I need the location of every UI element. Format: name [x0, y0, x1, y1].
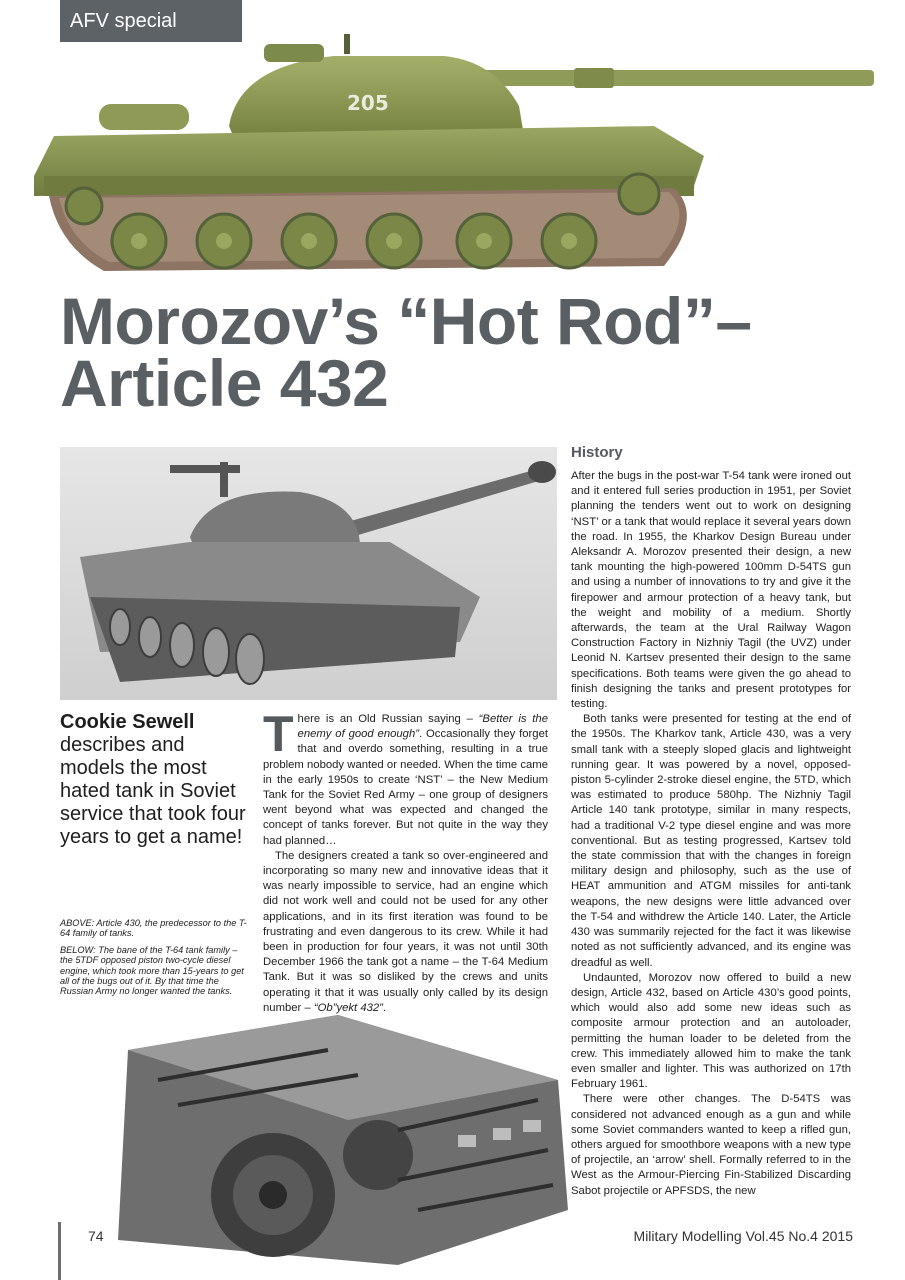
- history-heading: History: [571, 444, 623, 461]
- footer-rule: [58, 1222, 61, 1280]
- intro-quote: “Better is the enemy of good enough”: [297, 713, 548, 741]
- intro-text: here is an Old Russian saying –: [297, 713, 479, 725]
- history-paragraph: After the bugs in the post-war T-54 tank were ironed out and it entered full series production in 1951, per Soviet planning the tenders went out to work on designing ‘NST’ or a tank that would replace it several years down the road. In 1955, the Kharkov Design Bureau under Aleksandr A. Morozov presented their design, a new tank mounting the high-powered 100mm D-54TS gun and using a number of innovations to try and give it the firepower and armour protection of a heavy tank, but the weight and mobility of a medium. Shortly afterwards, the team at the Ural Railway Wagon Construction Factory in Nizhniy Tagil (the UVZ) under Leonid N. Kartsev presented their design to the same specifications. Both teams were given the go ahead to finish designing the tanks and present prototypes for testing.: [571, 470, 851, 711]
- hero-tank-photo: [14, 26, 894, 288]
- history-paragraph: Both tanks were presented for testing at the end of the 1950s. The Kharkov tank, Article 430, was a very small tank with a steeply sloped glacis and lightweight running gear. It was powered by a novel, opposed-piston 5-cylinder 2-stroke diesel engine, the 5TD, which was estimated to produce 580hp. The Nizhniy Tagil Article 140 tank prototype, similar in many respects, had a traditional V-2 type diesel engine and was more conventional. But as testing progressed, Kartsev told the state commission that with the changes in foreign military design and philosophy, such as the use of HEAT ammunition and ATGM missiles for anti-tank weapons, the new designs were little advanced over the T-54 and withdrew the Article 140. Later, the Article 430 was summarily rejected for the fact it was likewise noted as not sufficiently advanced, and its engine was dreadful as well.: [571, 713, 851, 969]
- page-number: 74: [88, 1228, 104, 1244]
- turret-number: 205: [347, 91, 389, 115]
- history-paragraph: There were other changes. The D-54TS was considered not advanced enough as a gun and while some Soviet commanders wanted to keep a rifled gun, others argued for smoothbore weapons with a new type of projectile, an ‘arrow’ shell. Formally referred to in the West as the Armour-Piercing Fin-Stabilized Discarding Sabot projectile or APFSDS, the new: [571, 1093, 851, 1197]
- history-column: [571, 469, 851, 1199]
- running-title: Military Modelling Vol.45 No.4 2015: [633, 1228, 853, 1244]
- article-430-photo: [60, 447, 557, 700]
- author-name: Cookie Sewell: [60, 711, 195, 733]
- section-tag: AFV special: [60, 0, 242, 42]
- intro-column: [263, 706, 548, 1016]
- headline-line-1: Morozov’s “Hot Rod”–: [60, 284, 752, 358]
- headline: [60, 284, 752, 420]
- drop-cap: T: [263, 706, 294, 762]
- engine-photo: [98, 1010, 576, 1270]
- body-end: .: [382, 1001, 387, 1014]
- body-paragraph: [263, 849, 548, 1016]
- caption-above: ABOVE: Article 430, the predecessor to the T-64 family of tanks.: [60, 918, 247, 939]
- history-paragraph: Undaunted, Morozov now offered to build a new design, Article 432, based on Article 430’s good points, which would also add some new ideas such as composite armour protection and an autoloader, permitting the human loader to be deleted from the crew. This immediately allowed him to make the tank even smaller and lighter. This was authorized on 17th February 1961.: [571, 971, 851, 1091]
- caption-below: BELOW: The bane of the T-64 tank family – the 5TDF opposed piston two-cycle diesel engine, which took more than 15-years to get all of the bugs out of it. By that time the Russian Army no longer wanted the tanks.: [60, 944, 244, 997]
- body-text: The designers created a tank so over-engineered and incorporating so many new and innovative ideas that it was nearly impossible to service, had an engine which did not work well and could not be used for any other applications, and in its first iteration was found to be frustrating and even dangerous to its crew. While it had been in production for four years, it was not until 30th December 1966 the tank got a name – the T-64 Medium Tank. But it was so disliked by the crews and units operating it that it was usually only called by its design number –: [263, 849, 548, 1014]
- intro-paragraph: [263, 706, 548, 849]
- body-quote: “Ob”yekt 432”: [313, 1001, 383, 1014]
- headline-line-2: Article 432: [60, 346, 389, 420]
- byline: [60, 710, 250, 849]
- intro-rest: . Occasionally they forget that and overdo something, resulting in a true problem nobody wanted or needed. When the time came in the early 1950s to create ‘NST’ – the New Medium Tank for the Soviet Red Army – one group of designers went beyond what was expected and changed the concept of tanks forever. But not quite in the way they had planned…: [263, 728, 548, 847]
- photo-captions: [60, 918, 250, 1003]
- standfirst: describes and models the most hated tank in Soviet service that took four years to get a name!: [60, 734, 246, 848]
